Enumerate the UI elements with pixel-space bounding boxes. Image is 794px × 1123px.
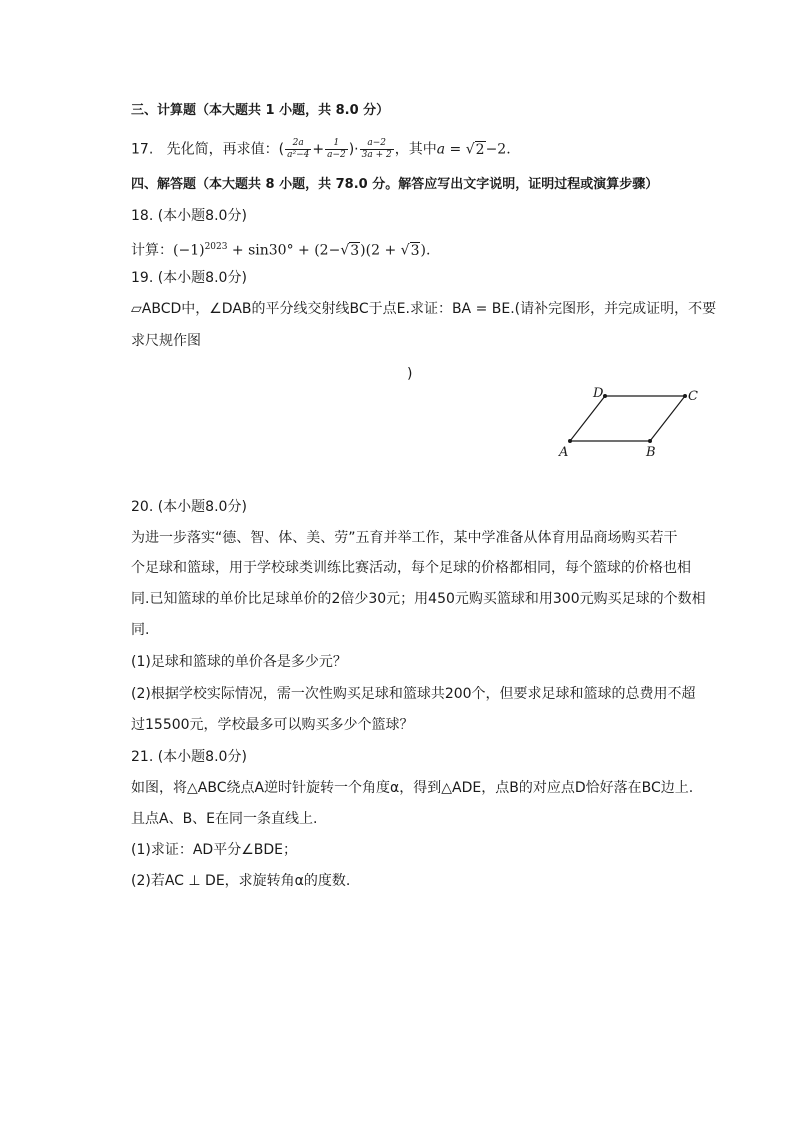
q17-sqrt-value: 2 <box>475 141 485 158</box>
q18-sqrt-sign-1: √ <box>340 242 350 259</box>
q20-line-3: 同.已知篮球的单价比足球单价的2倍少30元；用450元购买篮球和用300元购买足球的个数相 <box>131 591 706 607</box>
parallelogram-abcd <box>570 396 685 441</box>
q21-sub-1: (1)求证：AD平分∠BDE； <box>131 842 297 858</box>
q19-line-1: ▱ABCD中，∠DAB的平分线交射线BC于点E.求证：BA = BE.(请补完图形，并完成证明，不要 <box>131 301 717 317</box>
q18-expr-c: )(2 + <box>360 242 401 259</box>
point-a <box>568 439 572 443</box>
label-b: B <box>646 445 656 460</box>
q21-header: 21. (本小题8.0分) <box>131 749 247 765</box>
q19-paren: ) <box>407 366 413 382</box>
q18-sqrt-1: 3 <box>350 242 360 259</box>
q18-exponent: 2023 <box>204 242 228 252</box>
q17-number: 17. <box>131 141 154 158</box>
section-3-heading: 三、计算题（本大题共 1 小题，共 8.0 分） <box>131 103 390 118</box>
q20-line-1: 为进一步落实“德、智、体、美、劳”五育并举工作，某中学准备从体育用品商场购买若干 <box>131 530 678 546</box>
point-c <box>683 394 687 398</box>
q18-header: 18. (本小题8.0分) <box>131 208 247 224</box>
q17-f3-denominator: 3a + 2 <box>361 150 392 160</box>
label-d: D <box>593 386 604 401</box>
q20-header: 20. (本小题8.0分) <box>131 499 247 515</box>
q17-f1-numerator: 2a <box>285 138 311 150</box>
q17-fraction-2 <box>325 138 348 161</box>
q18-expression <box>131 237 430 261</box>
q17-dot: )· <box>348 141 359 158</box>
point-d <box>603 394 607 398</box>
q17-sqrt-sign: √ <box>465 141 475 158</box>
q17-fraction-1 <box>285 138 311 161</box>
label-c: C <box>688 389 698 404</box>
q17-mid: ，其中 <box>394 141 437 158</box>
q20-line-2: 个足球和篮球，用于学校球类训练比赛活动，每个足球的价格都相同，每个篮球的价格也相 <box>131 560 691 576</box>
q18-expr-b: + sin30° + (2− <box>227 242 341 259</box>
q20-sub-2a: (2)根据学校实际情况，需一次性购买足球和篮球共200个，但要求足球和篮球的总费用不超 <box>131 686 696 702</box>
q20-sub-1: (1)足球和篮球的单价各是多少元？ <box>131 654 347 670</box>
q17-fraction-3 <box>360 138 394 161</box>
q21-sub-2: (2)若AC ⊥ DE，求旋转角α的度数. <box>131 873 351 889</box>
q17-tail: −2. <box>485 141 511 158</box>
point-b <box>648 439 652 443</box>
q18-prefix: 计算： <box>131 242 173 259</box>
q17-f3-numerator: a−2 <box>360 138 394 150</box>
q17-f2-numerator: 1 <box>325 138 348 150</box>
q18-sqrt-sign-2: √ <box>400 242 410 259</box>
question-17 <box>131 138 511 161</box>
q17-prefix: 先化简，再求值：( <box>166 141 285 158</box>
label-a: A <box>559 445 569 460</box>
q18-sqrt-2: 3 <box>410 242 420 259</box>
q17-plus: + <box>312 141 325 158</box>
q19-header: 19. (本小题8.0分) <box>131 270 247 286</box>
section-4-heading: 四、解答题（本大题共 8 小题，共 78.0 分。解答应写出文字说明，证明过程或演算步骤） <box>131 177 659 192</box>
q20-line-4: 同. <box>131 622 150 638</box>
q21-line-1: 如图，将△ABC绕点A逆时针旋转一个角度α，得到△ADE，点B的对应点D恰好落在BC边上. <box>131 780 694 796</box>
q19-line-2: 求尺规作图 <box>131 333 201 349</box>
q18-expr-d: ). <box>420 242 431 259</box>
q17-f1-denominator: a²−4 <box>287 150 310 160</box>
q18-expr-a: (−1) <box>173 242 205 259</box>
parallelogram-figure <box>555 380 705 462</box>
q21-line-2: 且点A、B、E在同一条直线上. <box>131 811 318 827</box>
q17-f2-denominator: a−2 <box>327 150 346 160</box>
q17-a-eq: a = <box>436 141 466 158</box>
q20-sub-2b: 过15500元，学校最多可以购买多少个篮球？ <box>131 717 414 733</box>
